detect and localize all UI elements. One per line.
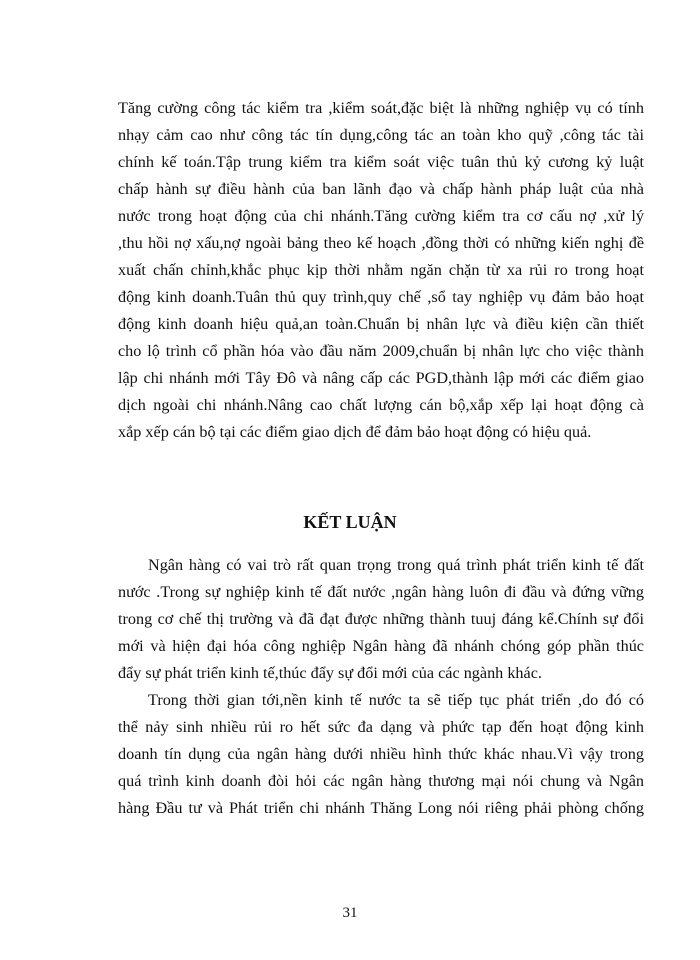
text-line: động kinh doanh hiệu quả,an toàn.Chuẩn bị nhân lực và điều kiện cần thiết — [118, 315, 644, 333]
text-line: dịch ngoài chi nhánh.Nâng cao chất lượng cán bộ,xắp xếp lại hoạt động cà — [118, 396, 644, 414]
text-line: quá trình kinh doanh đòi hỏi các ngân hàng thương mại nói chung và Ngân — [118, 772, 644, 790]
text-line: Trong thời gian tới,nền kinh tế nước ta sẽ tiếp tục phát triển ,do đó có — [148, 691, 644, 709]
text-line: thể nảy sinh nhiều rủi ro hết sức đa dạng và phức tạp đến hoạt động kinh — [118, 718, 644, 736]
text-line: cho lộ trình cổ phần hóa vào đầu năm 2009,chuẩn bị nhân lực cho việc thành — [118, 342, 644, 360]
text-line: chấp hành sự điều hành của ban lãnh đạo và chấp hành pháp luật của nhà — [118, 180, 644, 198]
text-line: ,thu hồi nợ xấu,nợ ngoài bảng theo kế hoạch ,đồng thời có những kiến nghị đề — [118, 234, 644, 252]
text-line: xắp xếp cán bộ tại các điểm giao dịch để đảm bảo hoạt động có hiệu quả. — [118, 423, 592, 441]
text-line: mới và hiện đại hóa công nghiệp Ngân hàng đã nhánh chóng góp phần thúc — [118, 637, 644, 655]
text-line: Ngân hàng có vai trò rất quan trọng trong quá trình phát triển kinh tế đất — [148, 556, 644, 574]
text-line: nước .Trong sự nghiệp kinh tế đất nước ,ngân hàng luôn đi đầu và đứng vững — [118, 583, 644, 601]
text-line: nhạy cảm cao như công tác tín dụng,công tác an toàn kho quỹ ,công tác tài — [118, 126, 644, 144]
text-line: lập chi nhánh mới Tây Đô và nâng cấp các PGD,thành lập mới các điểm giao — [118, 369, 644, 387]
text-line: chính kế toán.Tập trung kiểm tra kiểm soát việc tuân thủ kỷ cương kỷ luật — [118, 153, 644, 171]
text-line: hàng Đầu tư và Phát triển chi nhánh Thăng Long nói riêng phải phòng chống — [118, 799, 644, 817]
text-line: Tăng cường công tác kiểm tra ,kiểm soát,đặc biệt là những nghiệp vụ có tính — [118, 99, 644, 117]
page-number: 31 — [342, 905, 358, 921]
text-line: động kinh doanh.Tuân thủ quy trình,quy chế ,sổ tay nghiệp vụ đảm bảo hoạt — [118, 288, 644, 306]
text-line: trong cơ chế thị trường và đã đạt được những thành tuuj đáng kể.Chính sự đổi — [118, 610, 644, 628]
text-line: doanh tín dụng của ngân hàng dưới nhiều hình thức khác nhau.Vì vậy trong — [118, 745, 644, 763]
text-line: nước trong hoạt động của chi nhánh.Tăng cường kiểm tra cơ cấu nợ ,xử lý — [118, 207, 644, 225]
section-heading: KẾT LUẬN — [303, 512, 397, 532]
text-line: đẩy sự phát triển kinh tế,thúc đẩy sự đổi mới của các ngành khác. — [118, 664, 542, 682]
text-line: xuất chấn chỉnh,khắc phục kịp thời nhằm ngăn chặn từ xa rủi ro trong hoạt — [118, 261, 644, 279]
